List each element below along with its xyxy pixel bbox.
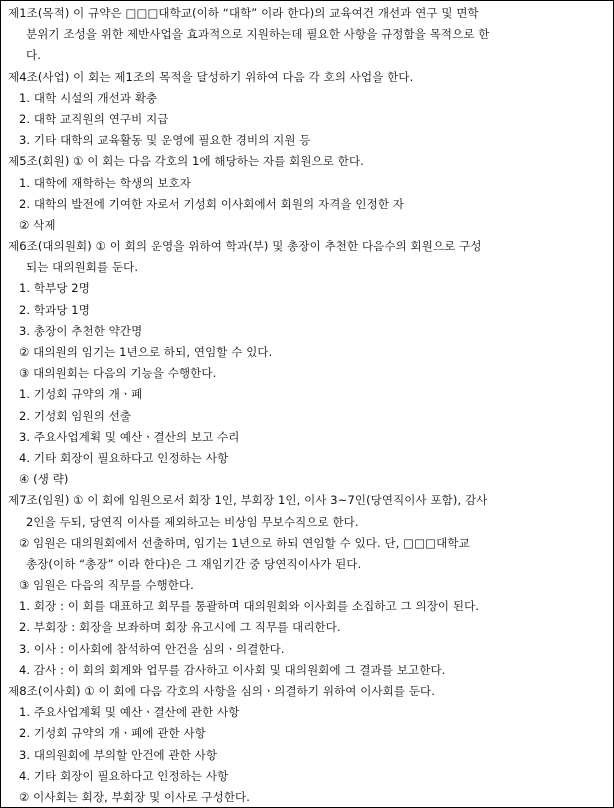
document-line: ② 대의원의 임기는 1년으로 하되, 연임할 수 있다. <box>19 345 273 359</box>
article-heading-line: 제1조(목적) 이 규약은 □□□대학교(이하 “대학” 이라 한다)의 교육여건 개선과 연구 및 면학 <box>8 6 479 20</box>
document-line: ② 이사회는 회장, 부회장 및 이사로 구성한다. <box>19 789 251 804</box>
document-line: 4. 기타 회장이 필요하다고 인정하는 사항 <box>19 450 229 465</box>
document-line: 2. 학과당 1명 <box>19 302 90 317</box>
document-line: 2. 대학 교직원의 연구비 지급 <box>19 111 169 126</box>
document-line: 다. <box>26 48 41 63</box>
document-body <box>8 3 608 808</box>
document-line: 2. 대학의 발전에 기여한 자로서 기성회 이사회에서 회원의 자격을 인정한 자 <box>19 196 404 211</box>
document-line: ② 임원은 대의원회에서 선출하며, 임기는 1년으로 하되 연임할 수 있다. 단, □□□대학교 <box>19 535 470 550</box>
document-line: 1. 대학 시설의 개선과 확충 <box>19 90 158 105</box>
document-line: 4. 기타 회장이 필요하다고 인정하는 사항 <box>19 768 229 783</box>
document-line: 2. 기성회 규약의 개ㆍ폐에 관한 사항 <box>19 726 206 741</box>
document-line: 1. 대학에 재학하는 학생의 보호자 <box>19 175 191 190</box>
article-heading-line: 제7조(임원) ① 이 회에 임원으로서 회장 1인, 부회장 1인, 이사 3~7인(당연직이사 포함), 감사 <box>8 493 488 508</box>
document-line: 2. 부회장 : 회장을 보좌하며 회장 유고시에 그 직무를 대리한다. <box>19 620 341 635</box>
document-line: 1. 학부당 2명 <box>19 281 90 296</box>
document-line: ③ 대의원회는 다음의 기능을 수행한다. <box>19 366 217 381</box>
document-line: 3. 주요사업계획 및 예산ㆍ결산의 보고 수리 <box>19 429 240 444</box>
document-line: ② 삭제 <box>19 217 56 232</box>
document-line: 1. 기성회 규약의 개ㆍ폐 <box>19 387 143 402</box>
document-line: ③ 임원은 다음의 직무를 수행한다. <box>19 578 194 593</box>
document-line: 3. 대의원회에 부의할 안건에 관한 사항 <box>19 747 218 762</box>
document-line: ④ (생 략) <box>19 472 69 487</box>
document-line: 2인을 두되, 당연직 이사를 제외하고는 비상임 무보수직으로 한다. <box>26 514 359 529</box>
article-heading-line: 제6조(대의원회) ① 이 회의 운영을 위하여 학과(부) 및 총장이 추천한 다음수의 회원으로 구성 <box>8 239 482 254</box>
article-heading-line: 제8조(이사회) ① 이 회에 다음 각호의 사항을 심의ㆍ의결하기 위하여 이사회를 둔다. <box>8 684 435 698</box>
document-line: 1. 주요사업계획 및 예산ㆍ결산에 관한 사항 <box>19 705 240 720</box>
article-heading-line: 제4조(사업) 이 회는 제1조의 목적을 달성하기 위하여 다음 각 호의 사업을 한다. <box>8 69 414 84</box>
document-line: 되는 대의원회를 둔다. <box>26 260 139 275</box>
document-line: 총장(이하 “총장” 이라 한다)은 그 재임기간 중 당연직이사가 된다. <box>26 556 362 571</box>
article-heading-line: 제5조(회원) ① 이 회는 다음 각호의 1에 해당하는 자를 회원으로 한다. <box>8 154 364 169</box>
document-line: 1. 회장 : 이 회를 대표하고 회무를 통괄하며 대의원회와 이사회를 소집하고 그 의장이 된다. <box>19 599 480 614</box>
document-line: 분위기 조성을 위한 제반사업을 효과적으로 지원하는데 필요한 사항을 규정함을 목적으로 한 <box>26 27 490 42</box>
document-line: 3. 총장이 추천한 약간명 <box>19 323 143 338</box>
document-line: 3. 기타 대학의 교육활동 및 운영에 필요한 경비의 지원 등 <box>19 133 311 148</box>
document-line: 2. 기성회 임원의 선출 <box>19 408 132 423</box>
document-line: 4. 감사 : 이 회의 회계와 업무를 감사하고 이사회 및 대의원회에 그 결과를 보고한다. <box>19 662 446 677</box>
document-line: 3. 이사 : 이사회에 참석하여 안건을 심의ㆍ의결한다. <box>19 641 285 656</box>
